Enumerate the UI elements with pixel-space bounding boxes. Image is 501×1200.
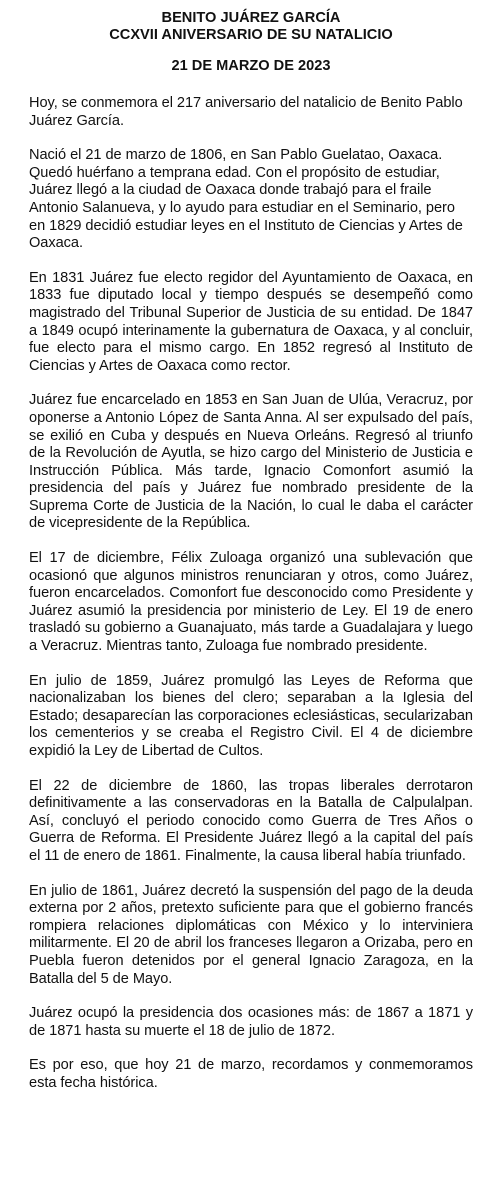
paragraph-zuloaga: El 17 de diciembre, Félix Zuloaga organizó una sublevación que ocasionó que algunos ministros renunciaran y otros, como Juárez, fueron encarcelados. Comonfort fue desconocido como Presidente y Juárez asumió la presidencia por ministerio de Ley. El 19 de enero trasladó su gobierno a Guanajuato, más tarde a Guadalajara y luego a Veracruz. Mientras tanto, Zuloaga fue nombrado presidente.: [29, 550, 473, 655]
paragraph-french-intervention: En julio de 1861, Juárez decretó la suspensión del pago de la deuda externa por 2 años, pretexto suficiente para que el gobierno francés rompiera relaciones diplomáticas con México y lo interviniera militarmente. El 20 de abril los franceses llegaron a Orizaba, pero en Puebla fueron detenidos por el general Ignacio Zaragoza, en la Batalla del 5 de Mayo.: [29, 882, 473, 987]
paragraph-closing: Es por eso, que hoy 21 de marzo, recordamos y conmemoramos esta fecha histórica.: [29, 1057, 473, 1091]
document-date: 21 DE MARZO DE 2023: [171, 58, 331, 74]
document-title: BENITO JUÁREZ GARCÍA: [161, 10, 341, 26]
document-subtitle: CCXVII ANIVERSARIO DE SU NATALICIO: [109, 27, 393, 43]
paragraph-exile: Juárez fue encarcelado en 1853 en San Juan de Ulúa, Veracruz, por oponerse a Antonio López de Santa Anna. Al ser expulsado del país, se exilió en Cuba y después en Nueva Orleáns. Regresó al triunfo de la Revolución de Ayutla, se hizo cargo del Ministerio de Justicia e Instrucción Pública. Más tarde, Ignacio Comonfort asumió la presidencia del país y Juárez fue nombrado presidente de la Suprema Corte de Justicia de la Nación, lo cual le daba el carácter de vicepresidente de la República.: [29, 392, 473, 532]
paragraph-presidency: Juárez ocupó la presidencia dos ocasiones más: de 1867 a 1871 y de 1871 hasta su muerte el 18 de julio de 1872.: [29, 1005, 473, 1039]
paragraph-intro: Hoy, se conmemora el 217 aniversario del natalicio de Benito Pablo Juárez García.: [29, 95, 463, 129]
paragraph-calpulalpan: El 22 de diciembre de 1860, las tropas liberales derrotaron definitivamente a las conservadoras en la Batalla de Calpulalpan. Así, concluyó el periodo conocido como Guerra de Tres Años o Guerra de Reforma. El Presidente Juárez llegó a la capital del país el 11 de enero de 1861. Finalmente, la causa liberal había triunfado.: [29, 777, 473, 864]
paragraph-reform-laws: En julio de 1859, Juárez promulgó las Leyes de Reforma que nacionalizaban los bienes del clero; separaban a la Iglesia del Estado; desaparecían las corporaciones eclesiásticas, secularizaban los cementerios y se creaba el Registro Civil. El 4 de diciembre expidió la Ley de Libertad de Cultos.: [29, 672, 473, 759]
paragraph-birth: Nació el 21 de marzo de 1806, en San Pablo Guelatao, Oaxaca. Quedó huérfano a temprana edad. Con el propósito de estudiar, Juárez llegó a la ciudad de Oaxaca donde trabajó para el fraile Antonio Salanueva, y lo ayudo para estudiar en el Seminario, pero en 1829 decidió estudiar leyes en el Instituto de Ciencias y Artes de Oaxaca.: [29, 147, 463, 252]
paragraph-early-career: En 1831 Juárez fue electo regidor del Ayuntamiento de Oaxaca, en 1833 fue diputado local y tiempo después se desempeñó como magistrado del Tribunal Superior de Justicia de su entidad. De 1847 a 1849 ocupó interinamente la gubernatura de Oaxaca, y al concluir, fue electo para el mismo cargo. En 1852 regresó al Instituto de Ciencias y Artes de Oaxaca como rector.: [29, 269, 473, 374]
